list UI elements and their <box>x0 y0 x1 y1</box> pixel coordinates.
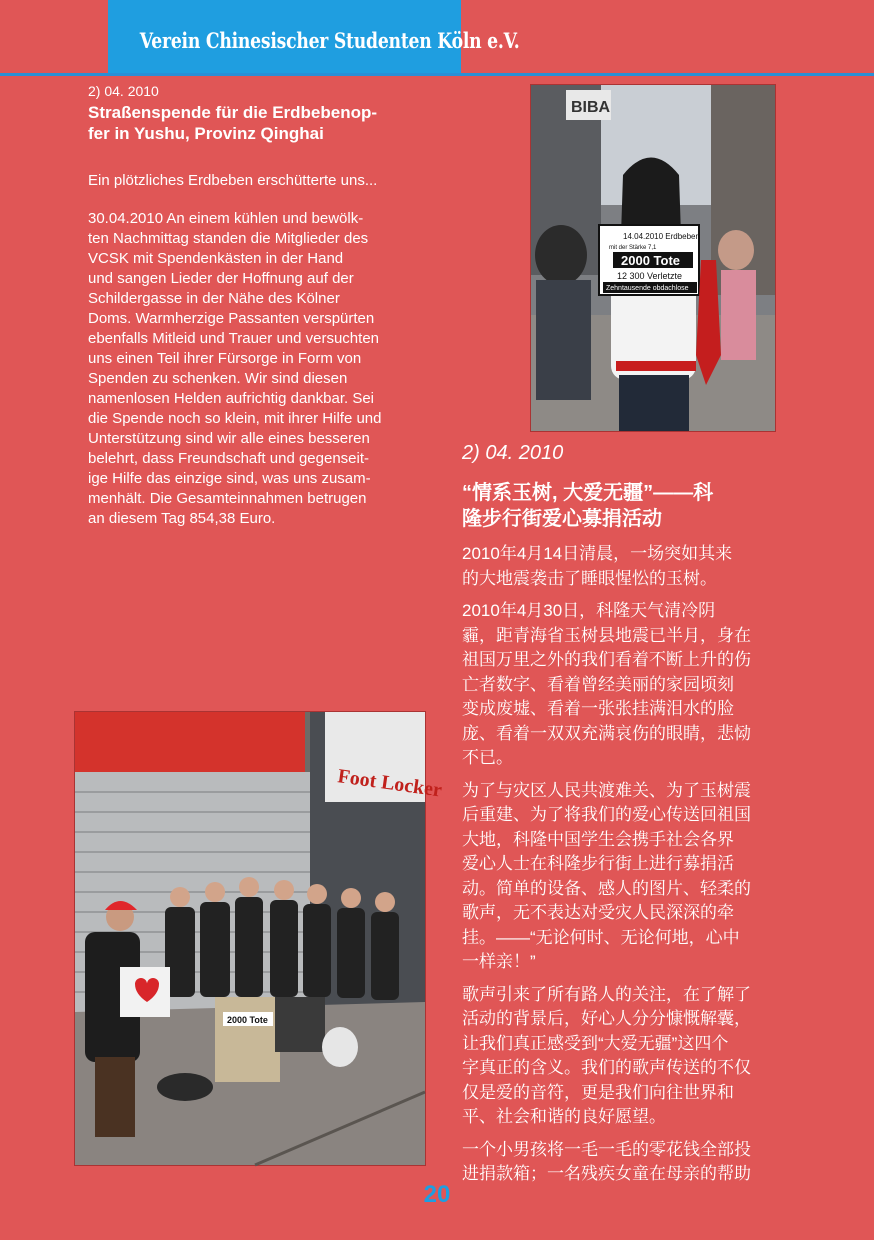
german-body-line: namenlosen Helden aufrichtig dankbar. Sei <box>88 390 375 407</box>
chinese-line: 歌声，无不表达对受灾人民深深的牵 <box>462 903 734 922</box>
german-title-line: Straßenspende für die Erdbebenop- <box>88 103 378 122</box>
chinese-line: 动。简单的设备、感人的图片、轻柔的 <box>462 878 751 898</box>
chinese-body <box>462 542 787 1195</box>
chinese-paragraph <box>462 1138 787 1187</box>
photo-street-singers-illustration <box>75 712 444 1165</box>
chinese-line: 一样亲！” <box>462 952 536 971</box>
german-body-line: Doms. Warmherzige Passanten verspürten <box>88 310 375 327</box>
german-body-line: menhält. Die Gesamteinnahmen betrugen <box>88 490 367 507</box>
german-body-line: 30.04.2010 An einem kühlen und bewölk- <box>88 210 364 227</box>
german-body-line: an diesem Tag 854,38 Euro. <box>88 510 276 527</box>
german-body-line: Schildergasse in der Nähe des Kölner <box>88 290 340 307</box>
chinese-line: 变成废墟、看着一张张挂满泪水的脸 <box>462 699 734 718</box>
store-sign-text: BIBA <box>571 99 611 116</box>
poster-text: 2000 Tote <box>227 1015 268 1025</box>
sign-line: 14.04.2010 Erdbeben <box>623 232 700 241</box>
photo-girl-with-sign <box>530 84 776 432</box>
chinese-line: 让我们真正感受到“大爱无疆”这四个 <box>462 1033 729 1053</box>
chinese-line: 活动的背景后，好心人分分慷慨解囊， <box>462 1009 751 1028</box>
sign-line: 12 300 Verletzte <box>617 271 683 281</box>
chinese-line: 挂。——“无论何时、无论何地，心中 <box>462 927 740 947</box>
sign-line: mit der Stärke 7,1 <box>609 245 657 251</box>
header-banner <box>108 0 520 76</box>
chinese-line: 爱心人士在科隆步行街上进行募捐活 <box>462 854 734 873</box>
chinese-line: 亡者数字、看着曾经美丽的家园顷刻 <box>462 674 734 694</box>
chinese-line: 2010年4月30日，科隆天气清冷阴 <box>462 601 716 620</box>
german-body <box>88 209 418 529</box>
german-body-line: belehrt, dass Freundschaft und gegenseit- <box>88 450 370 467</box>
chinese-line: 进捐款箱；一名残疾女童在母亲的帮助 <box>462 1164 751 1183</box>
german-body-line: uns einen Teil ihrer Fürsorge in Form von <box>88 350 362 367</box>
chinese-paragraph <box>462 779 787 975</box>
chinese-line: 大地，科隆中国学生会携手社会各界 <box>462 829 734 849</box>
chinese-paragraph <box>462 599 787 771</box>
photo-girl-with-sign-illustration <box>531 85 775 431</box>
german-body-line: ten Nachmittag standen die Mitglieder des <box>88 230 369 247</box>
chinese-line: 歌声引来了所有路人的关注，在了解了 <box>462 984 751 1004</box>
german-body-line: ebenfalls Mitleid und Trauer und versuchten <box>88 330 380 347</box>
chinese-line: 平、社会和谐的良好愿望。 <box>462 1107 666 1126</box>
chinese-line: 后重建、为了将我们的爱心传送回祖国 <box>462 805 751 824</box>
chinese-line: 的大地震袭击了睡眼惺忪的玉树。 <box>462 568 717 588</box>
sign-line: Zehntausende obdachlose <box>606 285 689 292</box>
chinese-title-line: “情系玉树, 大爱无疆”——科 <box>462 482 714 504</box>
chinese-line: 祖国万里之外的我们看着不断上升的伤 <box>462 650 751 669</box>
chinese-line: 2010年4月14日清晨，一场突如其来 <box>462 544 733 563</box>
german-body-line: Spenden zu schenken. Wir sind diesen <box>88 370 348 387</box>
german-body-line: die Spende noch so klein, mit ihrer Hilfe und <box>88 410 382 427</box>
chinese-line: 一个小男孩将一毛一毛的零花钱全部投 <box>462 1139 751 1159</box>
german-body-line: VCSK mit Spendenkästen in der Hand <box>88 250 344 267</box>
chinese-line: 为了与灾区人民共渡难关、为了玉树震 <box>462 780 751 800</box>
chinese-line: 霾，距青海省玉树县地震已半月，身在 <box>462 625 751 645</box>
chinese-title-line: 隆步行街爱心募捐活动 <box>462 508 662 530</box>
german-title-line: fer in Yushu, Provinz Qinghai <box>88 124 324 143</box>
chinese-paragraph <box>462 542 787 591</box>
german-body-line: Unterstützung sind wir alle eines besseren <box>88 430 370 447</box>
page-number: 20 <box>423 1181 451 1208</box>
chinese-line: 不已。 <box>462 748 513 767</box>
german-body-line: und sangen Lieder der Hoffnung auf der <box>88 270 354 287</box>
german-body-line: ige Hilfe das einzige sind, was uns zusam- <box>88 470 371 487</box>
german-title <box>88 102 418 144</box>
chinese-line: 庞、看着一双双充满哀伤的眼睛，悲恸 <box>462 723 751 743</box>
photo-street-singers <box>74 711 444 1166</box>
store-sign-text: Foot Locker <box>336 765 444 802</box>
chinese-date: 2) 04. 2010 <box>462 442 564 464</box>
chinese-title <box>462 480 792 532</box>
sign-line: 2000 Tote <box>621 253 681 268</box>
german-lead: Ein plötzliches Erdbeben erschütterte uns... <box>88 172 378 189</box>
chinese-line: 仅是爱的音符，更是我们向往世界和 <box>462 1082 734 1102</box>
header-rule <box>0 73 874 76</box>
chinese-paragraph <box>462 983 787 1130</box>
header-title: Verein Chinesischer Studenten Köln e.V. <box>139 28 520 53</box>
german-date: 2) 04. 2010 <box>88 83 159 99</box>
chinese-line: 字真正的含义。我们的歌声传送的不仅 <box>462 1058 751 1077</box>
